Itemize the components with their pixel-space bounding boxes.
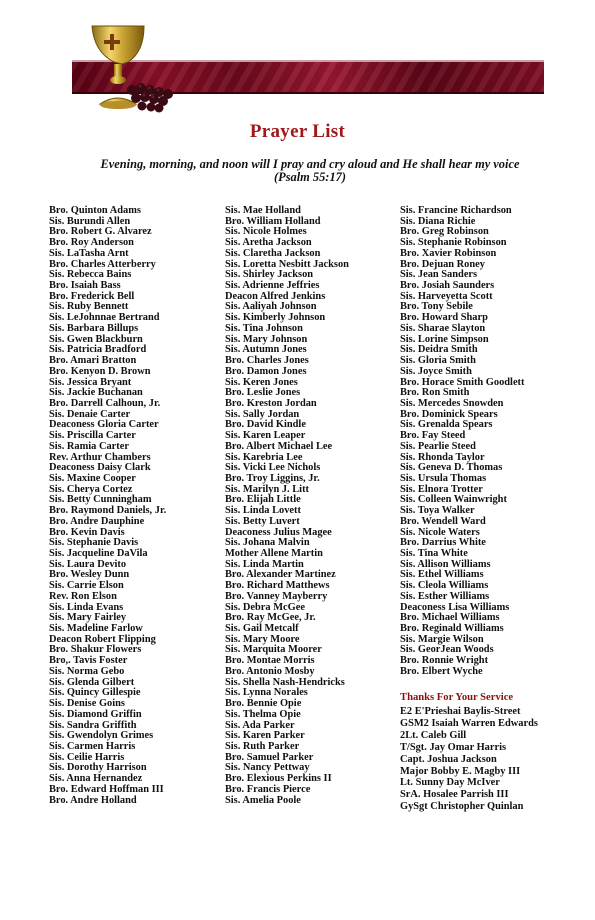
prayer-name: Deaconess Gloria Carter bbox=[49, 419, 159, 431]
prayer-name: Sis. Patricia Bradford bbox=[49, 344, 147, 356]
service-member-name: Major Bobby E. Magby III bbox=[400, 765, 521, 777]
prayer-name: Sis. Shella Nash-Hendricks bbox=[225, 676, 345, 688]
prayer-name: Bro. Alexander Martinez bbox=[225, 569, 336, 581]
prayer-name: Sis. Esther Williams bbox=[400, 590, 490, 602]
prayer-name: Bro. Wesley Dunn bbox=[49, 569, 130, 581]
prayer-name: Sis. Mary Fairley bbox=[49, 612, 127, 624]
prayer-name: Bro. Richard Matthews bbox=[225, 580, 330, 592]
prayer-name: Bro. Andre Holland bbox=[49, 794, 137, 806]
prayer-name: Sis. Quincy Gillespie bbox=[49, 687, 141, 699]
prayer-name: Bro. Edward Hoffman III bbox=[49, 783, 164, 795]
prayer-name: Bro. William Holland bbox=[225, 215, 321, 227]
prayer-name: Sis. Carrie Elson bbox=[49, 580, 124, 592]
prayer-name: Sis. Stephanie Davis bbox=[49, 537, 139, 549]
prayer-name: Bro. Roy Anderson bbox=[49, 237, 134, 249]
prayer-name: Sis. Debra McGee bbox=[225, 601, 305, 613]
thanks-heading: Thanks For Your Service bbox=[400, 692, 514, 703]
prayer-name: Sis. Ada Parker bbox=[225, 719, 295, 731]
prayer-name: Sis. Tina Johnson bbox=[225, 322, 303, 334]
service-member-name: Lt. Sunny Day McIver bbox=[400, 777, 500, 789]
prayer-name: Bro. Damon Jones bbox=[225, 365, 307, 377]
prayer-name: Sis. Mae Holland bbox=[225, 205, 301, 216]
prayer-name: Sis. Nicole Holmes bbox=[225, 226, 307, 238]
prayer-name: Bro. Ray McGee, Jr. bbox=[225, 612, 316, 624]
prayer-name: Bro. Kenyon D. Brown bbox=[49, 365, 151, 377]
prayer-name: Sis. Mercedes Snowden bbox=[400, 397, 504, 409]
prayer-name: Bro. Amari Bratton bbox=[49, 355, 137, 367]
prayer-name: Sis. Cherya Cortez bbox=[49, 483, 133, 495]
page-title: Prayer List bbox=[249, 121, 346, 142]
prayer-name: Sis. Gloria Smith bbox=[400, 355, 476, 367]
prayer-name: Sis. Deidra Smith bbox=[400, 344, 478, 356]
prayer-name: Bro. Francis Pierce bbox=[225, 783, 311, 795]
prayer-name: Sis. Ursula Thomas bbox=[400, 472, 487, 484]
prayer-name: Sis. Priscilla Carter bbox=[49, 430, 136, 442]
prayer-name: Bro. Greg Robinson bbox=[400, 226, 489, 238]
prayer-name: Sis. Joyce Smith bbox=[400, 365, 472, 377]
prayer-name: Bro. Charles Jones bbox=[225, 355, 309, 367]
prayer-name: Sis. Harveyetta Scott bbox=[400, 290, 493, 302]
grapes-icon bbox=[122, 78, 176, 114]
prayer-name: Sis. Carmen Harris bbox=[49, 740, 136, 752]
prayer-name: Sis. Rebecca Bains bbox=[49, 269, 132, 281]
prayer-name: Bro. Tony Sebile bbox=[400, 301, 473, 313]
prayer-name: Sis. LeJohnnae Bertrand bbox=[49, 312, 160, 324]
prayer-name: Bro. Elbert Wyche bbox=[400, 665, 483, 677]
service-list bbox=[400, 706, 538, 813]
prayer-name: Sis. Ceilie Harris bbox=[49, 751, 125, 763]
prayer-name: Sis. Ruby Bennett bbox=[49, 301, 129, 313]
prayer-name: Bro. Leslie Jones bbox=[225, 387, 301, 399]
prayer-name: Sis. Stephanie Robinson bbox=[400, 237, 507, 249]
prayer-name: Deaconess Daisy Clark bbox=[49, 462, 151, 474]
service-member-name: SrA. Hosalee Parrish III bbox=[400, 789, 509, 801]
prayer-name: Sis. Linda Lovett bbox=[225, 505, 301, 517]
prayer-name: Bro. Michael Williams bbox=[400, 612, 500, 624]
prayer-name: Sis. Thelma Opie bbox=[225, 708, 301, 720]
prayer-name: Bro. Raymond Daniels, Jr. bbox=[49, 505, 167, 517]
prayer-name: Bro. Montae Morris bbox=[225, 655, 315, 667]
prayer-name: Sis. Ethel Williams bbox=[400, 569, 484, 581]
prayer-name: Sis. Gwen Blackburn bbox=[49, 333, 143, 345]
prayer-name: Bro. Troy Liggins, Jr. bbox=[225, 472, 320, 484]
prayer-name: Sis. Pearlie Steed bbox=[400, 440, 476, 452]
prayer-name: Bro. Andre Dauphine bbox=[49, 515, 145, 527]
prayer-name: Sis. Aaliyah Johnson bbox=[225, 301, 317, 313]
prayer-name: Rev. Ron Elson bbox=[49, 590, 117, 602]
prayer-name: Sis. Autumn Jones bbox=[225, 344, 307, 356]
prayer-name: Bro. Dejuan Roney bbox=[400, 258, 485, 270]
prayer-name: Sis. GeorJean Woods bbox=[400, 644, 494, 656]
name-column-2 bbox=[225, 206, 349, 806]
prayer-name: Sis. Denaie Carter bbox=[49, 408, 131, 420]
prayer-name: Sis. Dorothy Harrison bbox=[49, 762, 147, 774]
prayer-name: Sis. Ruth Parker bbox=[225, 740, 300, 752]
prayer-name: Sis. Marquita Moorer bbox=[225, 644, 322, 656]
prayer-name: Sis. Sandra Griffith bbox=[49, 719, 137, 731]
prayer-name: Sis. Sally Jordan bbox=[225, 408, 300, 420]
prayer-name: Sis. Gail Metcalf bbox=[225, 623, 299, 635]
service-member-name: Capt. Joshua Jackson bbox=[400, 753, 497, 765]
verse-text: Evening, morning, and noon will I pray and cry aloud and He shall hear my voice bbox=[100, 157, 520, 171]
prayer-name: Sis. Marilyn J. Litt bbox=[225, 483, 309, 495]
prayer-name: Bro. Elijah Little bbox=[225, 494, 301, 506]
prayer-name: Bro. Shakur Flowers bbox=[49, 644, 142, 656]
prayer-name: Sis. Rhonda Taylor bbox=[400, 451, 485, 463]
prayer-name: Sis. Allison Williams bbox=[400, 558, 491, 570]
prayer-name: Bro. Darrell Calhoun, Jr. bbox=[49, 397, 161, 409]
prayer-name: Bro. Elexious Perkins II bbox=[225, 773, 332, 785]
prayer-name: Sis. Lorine Simpson bbox=[400, 333, 489, 345]
prayer-name: Sis. Linda Evans bbox=[49, 601, 124, 613]
prayer-name: Sis. Kimberly Johnson bbox=[225, 312, 326, 324]
prayer-name: Sis. Nancy Pettway bbox=[225, 762, 310, 774]
prayer-name: Bro. Robert G. Alvarez bbox=[49, 226, 152, 238]
prayer-name: Sis. Glenda Gilbert bbox=[49, 676, 135, 688]
prayer-name: Sis. Gwendolyn Grimes bbox=[49, 730, 154, 742]
prayer-name: Bro. Ron Smith bbox=[400, 387, 470, 399]
prayer-name: Sis. Aretha Jackson bbox=[225, 237, 312, 249]
prayer-name: Bro. Kreston Jordan bbox=[225, 397, 317, 409]
verse-reference: (Psalm 55:17) bbox=[274, 170, 346, 184]
prayer-name: Sis. Mary Johnson bbox=[225, 333, 308, 345]
prayer-name: Sis. Toya Walker bbox=[400, 505, 475, 517]
prayer-name: Sis. Vicki Lee Nichols bbox=[225, 462, 321, 474]
prayer-name: Bro. Charles Atterberry bbox=[49, 258, 156, 270]
prayer-name: Bro. Fay Steed bbox=[400, 430, 466, 442]
prayer-name: Sis. Johana Malvin bbox=[225, 537, 310, 549]
service-member-name: T/Sgt. Jay Omar Harris bbox=[400, 741, 507, 753]
prayer-name: Sis. Anna Hernandez bbox=[49, 773, 143, 785]
prayer-name: Mother Allene Martin bbox=[225, 548, 323, 559]
prayer-name: Bro. Josiah Saunders bbox=[400, 280, 495, 292]
prayer-name: Sis. Karebria Lee bbox=[225, 451, 303, 463]
prayer-name: Bro. Albert Michael Lee bbox=[225, 440, 333, 452]
service-member-name: E2 E'Prieshai Baylis-Street bbox=[400, 706, 521, 717]
prayer-name: Rev. Arthur Chambers bbox=[49, 451, 151, 463]
scripture-verse bbox=[40, 158, 580, 184]
service-member-name: 2Lt. Caleb Gill bbox=[400, 729, 467, 741]
prayer-name: Bro. Frederick Bell bbox=[49, 290, 135, 302]
prayer-name: Bro. Xavier Robinson bbox=[400, 247, 497, 259]
prayer-name: Sis. Maxine Cooper bbox=[49, 472, 136, 484]
prayer-name: Bro. Wendell Ward bbox=[400, 515, 486, 527]
prayer-name: Sis. Barbara Billups bbox=[49, 322, 139, 334]
prayer-name: Sis. Laura Devito bbox=[49, 558, 127, 570]
prayer-name: Bro. Kevin Davis bbox=[49, 526, 125, 538]
prayer-name: Sis. Karen Leaper bbox=[225, 430, 306, 442]
prayer-name: Sis. Grenalda Spears bbox=[400, 419, 493, 431]
prayer-name: Sis. Linda Martin bbox=[225, 558, 304, 570]
service-member-name: GSM2 Isaiah Warren Edwards bbox=[400, 717, 538, 729]
prayer-name: Sis. Madeline Farlow bbox=[49, 623, 143, 635]
prayer-name: Bro. Quinton Adams bbox=[49, 205, 141, 216]
name-column-3 bbox=[400, 206, 524, 678]
prayer-name: Sis. Denise Goins bbox=[49, 698, 125, 710]
prayer-name: Sis. Nicole Waters bbox=[400, 526, 480, 538]
prayer-name: Sis. Norma Gebo bbox=[49, 665, 125, 677]
prayer-name: Sis. Burundi Allen bbox=[49, 215, 131, 227]
prayer-name: Sis. Geneva D. Thomas bbox=[400, 462, 503, 474]
prayer-name: Sis. Diana Richie bbox=[400, 215, 476, 227]
prayer-name: Sis. Sharae Slayton bbox=[400, 322, 486, 334]
prayer-name: Sis. Mary Moore bbox=[225, 633, 300, 645]
prayer-name: Sis. Shirley Jackson bbox=[225, 269, 314, 281]
prayer-name: Sis. Jacqueline DaVila bbox=[49, 548, 148, 559]
prayer-name: Sis. Colleen Wainwright bbox=[400, 494, 507, 506]
prayer-name: Sis. Betty Luvert bbox=[225, 515, 300, 527]
prayer-name: Bro. Horace Smith Goodlett bbox=[400, 376, 525, 388]
prayer-name: Sis. Elnora Trotter bbox=[400, 483, 483, 495]
prayer-name: Sis. Betty Cunningham bbox=[49, 494, 152, 506]
prayer-name: Deaconess Lisa Williams bbox=[400, 601, 510, 613]
prayer-name: Bro. Howard Sharp bbox=[400, 312, 488, 324]
prayer-name: Bro. Ronnie Wright bbox=[400, 655, 489, 667]
prayer-name: Bro. Darrius White bbox=[400, 537, 486, 549]
prayer-name: Bro. Reginald Williams bbox=[400, 623, 504, 635]
prayer-name: Bro. Vanney Mayberry bbox=[225, 590, 328, 602]
prayer-name: Sis. Ramia Carter bbox=[49, 440, 129, 452]
prayer-name: Sis. Karen Parker bbox=[225, 730, 305, 742]
prayer-name: Bro. David Kindle bbox=[225, 419, 306, 431]
prayer-name: Sis. Amelia Poole bbox=[225, 794, 301, 806]
prayer-name: Sis. Jackie Buchanan bbox=[49, 387, 143, 399]
name-column-1 bbox=[49, 206, 166, 806]
prayer-name: Sis. Keren Jones bbox=[225, 376, 298, 388]
prayer-name: Sis. Diamond Griffin bbox=[49, 708, 142, 720]
prayer-name: Sis. Claretha Jackson bbox=[225, 247, 321, 259]
prayer-name: Deaconess Julius Magee bbox=[225, 526, 332, 538]
prayer-name: Sis. Jean Sanders bbox=[400, 269, 478, 281]
prayer-name: Sis. Francine Richardson bbox=[400, 205, 512, 216]
prayer-name: Bro. Dominick Spears bbox=[400, 408, 498, 420]
prayer-name: Bro. Samuel Parker bbox=[225, 751, 314, 763]
prayer-name: Deacon Alfred Jenkins bbox=[225, 290, 326, 302]
prayer-name: Bro. Isaiah Bass bbox=[49, 280, 121, 292]
prayer-name: Sis. Cleola Williams bbox=[400, 580, 489, 592]
prayer-name: Sis. LaTasha Arnt bbox=[49, 247, 129, 259]
prayer-name: Bro. Bennie Opie bbox=[225, 698, 302, 710]
prayer-name: Sis. Adrienne Jeffries bbox=[225, 280, 320, 292]
service-member-name: GySgt Christopher Quinlan bbox=[400, 801, 524, 813]
prayer-name: Sis. Lynna Norales bbox=[225, 687, 308, 699]
prayer-name: Sis. Loretta Nesbitt Jackson bbox=[225, 258, 349, 270]
prayer-name: Sis. Tina White bbox=[400, 548, 468, 559]
prayer-name: Bro,. Tavis Foster bbox=[49, 655, 128, 667]
prayer-name: Sis. Margie Wilson bbox=[400, 633, 484, 645]
prayer-name: Sis. Jessica Bryant bbox=[49, 376, 132, 388]
prayer-name: Deacon Robert Flipping bbox=[49, 633, 156, 645]
prayer-name: Bro. Antonio Mosby bbox=[225, 665, 315, 677]
